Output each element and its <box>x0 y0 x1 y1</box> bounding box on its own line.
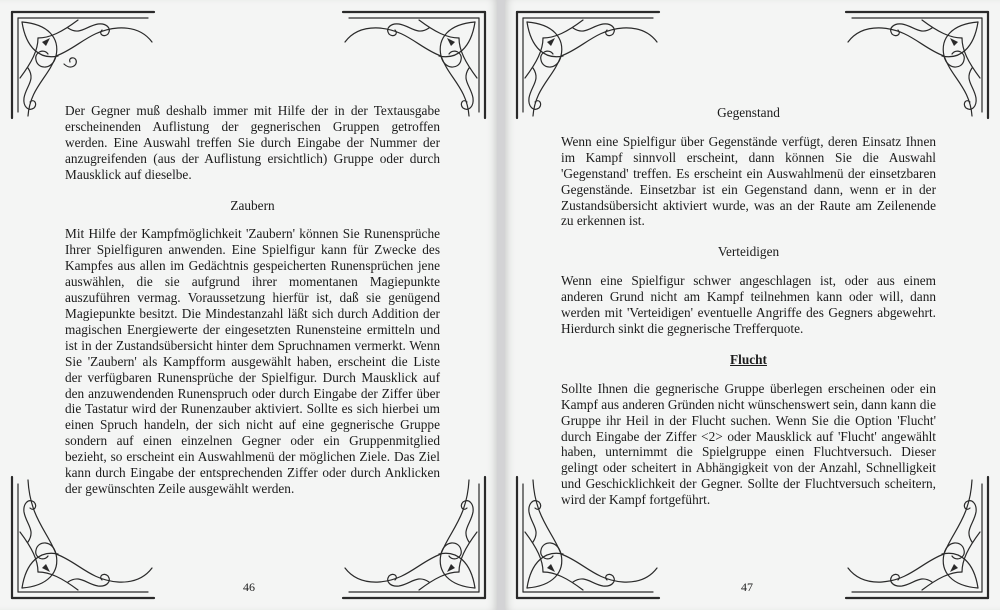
heading-flucht: Flucht <box>730 351 767 367</box>
right-page <box>505 0 1000 610</box>
zaubern-paragraph: Mit Hilfe der Kampfmöglichkeit 'Zaubern' können Sie Runensprüche Ihrer Spielfiguren anwenden. Eine Spielfigur kann für Zwecke des Kampfes aus allen im Gedächtnis gespeicherten Runensprüchen jene auswählen, die sie aufgrund ihrer momentanen Magiepunkte auszuführen vermag. Voraussetzung hierfür ist, daß sie genügend Magiepunkte besitzt. Die Mindestanzahl läßt sich durch Addition der magischen Energiewerte der eingesetzten Runensteine ermitteln und ist in der Zustandsübersicht hinter dem Spruchnamen vermerkt. Wenn Sie 'Zaubern' als Kampfform ausgewählt haben, erscheint die Liste der verfügbaren Runensprüche der Spielfigur. Durch Mausklick auf den anzuwendenden Runenspruch oder durch Eingabe der Ziffer über die Tastatur wird der Runenzauber aktiviert. Sollte es sich hierbei um einen Spruch handeln, der sich nicht auf eine gegnerische Gruppe sondern auf einen einzelnen Gegner oder ein Gruppenmitglied bezieht, so erscheint ein Auswahlmenü der möglichen Ziele. Das Ziel kann durch Eingabe der entsprechenden Ziffer oder durch Anklicken der gewünschten Zeile ausgewählt werden. <box>65 226 440 496</box>
heading-gegenstand: Gegenstand <box>717 105 780 120</box>
page-number-right: 47 <box>741 580 753 594</box>
left-page <box>0 0 497 610</box>
flucht-paragraph: Sollte Ihnen die gegnerische Gruppe überlegen erscheinen oder ein Kampf aus anderen Gründen nicht wünschenswert sein, dann kann die Gruppe ihr Heil in der Flucht suchen. Wenn Sie die Option 'Flucht' durch Eingabe der Ziffer <2> oder Mausklick auf 'Flucht' angewählt haben, unternimmt die Spielgruppe einen Fluchtversuch. Dieser gelingt oder scheitert in Abhängigkeit von der Anzahl, Schnelligkeit und Geschicklichkeit der Gegner. Sollte der Fluchtversuch scheitern, wird der Kampf fortgeführt. <box>561 380 936 508</box>
gegenstand-paragraph: Wenn eine Spielfigur über Gegenstände verfügt, deren Einsatz Ihnen im Kampf sinnvoll erscheint, dann können Sie die Auswahl 'Gegenstand' treffen. Es erscheint ein Auswahlmenü der einsetzbaren Gegenstände. Einsetzbar ist ein Gegenstand dann, wenn er in der Zustandsübersicht aktiviert wurde, was an der Raute am Zeilenende zu erkennen ist. <box>561 133 936 229</box>
intro-paragraph: Der Gegner muß deshalb immer mit Hilfe der in der Textausgabe erscheinenden Auflistung der gegnerischen Gruppen getroffen werden. Eine Auswahl treffen Sie durch Eingabe der Nummer der anzugreifenden (aus der Auflistung ersichtlich) Gruppe oder durch Mausklick auf dieselbe. <box>65 103 440 182</box>
left-page-body <box>65 103 440 497</box>
book-gutter <box>497 0 505 610</box>
verteidigen-paragraph: Wenn eine Spielfigur schwer angeschlagen ist, oder aus einem anderen Grund nicht am Kampf teilnehmen kann oder will, dann werden mit 'Verteidigen' eventuelle Angriffe des Gegners abgewehrt. Hierdurch sinkt die gegnerische Trefferquote. <box>561 273 936 336</box>
right-page-body <box>561 105 936 508</box>
heading-verteidigen: Verteidigen <box>717 244 780 260</box>
page-number-left: 46 <box>243 580 255 594</box>
heading-zaubern: Zaubern <box>230 197 275 213</box>
